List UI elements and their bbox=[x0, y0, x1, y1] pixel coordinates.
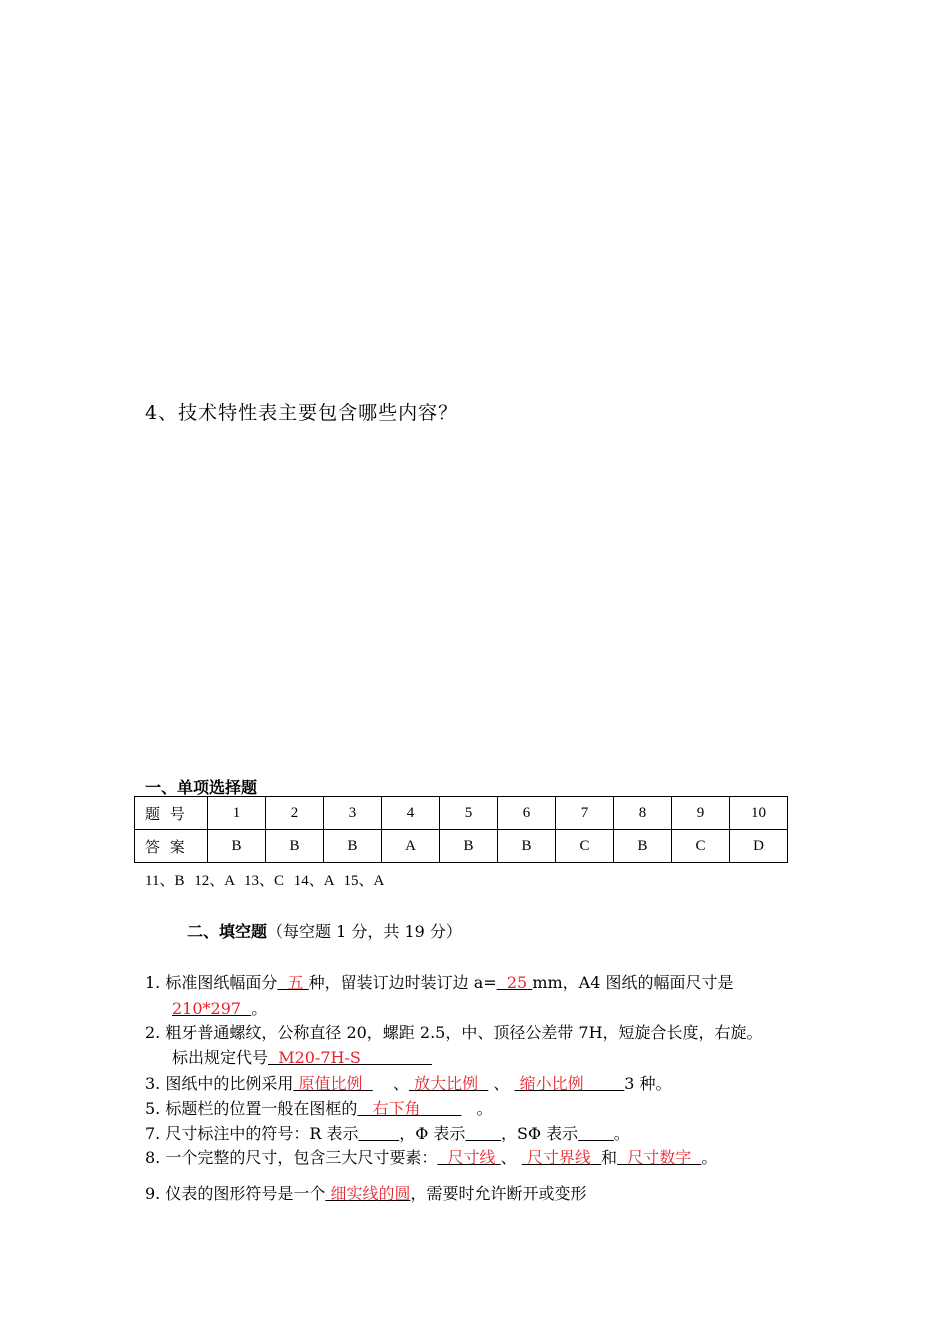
extra-answers: 11、B 12、A 13、C 14、A 15、A bbox=[145, 873, 385, 889]
table-cell: A bbox=[382, 830, 440, 863]
table-cell: 8 bbox=[614, 797, 672, 830]
section-2-title: 二、填空题（每空题 1 分，共 19 分） bbox=[187, 922, 462, 941]
table-row bbox=[135, 830, 788, 863]
table-cell: C bbox=[556, 830, 614, 863]
answer-blank: 右下角 bbox=[372, 1099, 421, 1118]
table-cell: B bbox=[498, 830, 556, 863]
answer-blank: 原值比例 bbox=[298, 1074, 363, 1093]
fill-line-1b: 210*297 。 bbox=[172, 999, 268, 1018]
table-cell: 6 bbox=[498, 797, 556, 830]
answer-table bbox=[134, 796, 788, 863]
section-1-title: 一、单项选择题 bbox=[145, 778, 258, 797]
table-cell: 4 bbox=[382, 797, 440, 830]
table-cell: 10 bbox=[730, 797, 788, 830]
fill-line-8: 8. 一个完整的尺寸，包含三大尺寸要素： 尺寸线 、 尺寸界线 和 尺寸数字 。 bbox=[145, 1148, 718, 1167]
table-cell: B bbox=[208, 830, 266, 863]
answer-blank bbox=[578, 1124, 614, 1143]
question-4: 4、技术特性表主要包含哪些内容？ bbox=[145, 402, 459, 424]
table-cell: 9 bbox=[672, 797, 730, 830]
answer-blank: 缩小比例 bbox=[519, 1074, 584, 1093]
answer-blank bbox=[465, 1124, 501, 1143]
table-cell: C bbox=[672, 830, 730, 863]
table-cell: 3 bbox=[324, 797, 382, 830]
table-cell: B bbox=[614, 830, 672, 863]
table-cell: 7 bbox=[556, 797, 614, 830]
fill-line-2b: 标出规定代号 M20-7H-S bbox=[172, 1048, 361, 1067]
table-cell: 2 bbox=[266, 797, 324, 830]
fill-line-7: 7. 尺寸标注中的符号：R 表示 ，Φ 表示 ，SΦ 表示 。 bbox=[145, 1124, 630, 1143]
answer-blank bbox=[359, 1124, 400, 1143]
table-answer-label: 答 案 bbox=[135, 830, 208, 863]
table-row bbox=[135, 797, 788, 830]
table-cell: B bbox=[324, 830, 382, 863]
fill-line-9: 9. 仪表的图形符号是一个 细实线的圆，需要时允许断开或变形 bbox=[145, 1184, 587, 1203]
answer-blank: 五 bbox=[287, 973, 304, 992]
fill-line-3: 3. 图纸中的比例采用 原值比例 、 放大比例 、 缩小比例 3 种。 bbox=[145, 1074, 672, 1093]
fill-line-5: 5. 标题栏的位置一般在图框的 右下角 。 bbox=[145, 1099, 493, 1118]
table-cell: B bbox=[266, 830, 324, 863]
answer-blank: 210*297 bbox=[172, 999, 242, 1018]
fill-line-2: 2. 粗牙普通螺纹，公称直径 20，螺距 2.5，中、顶径公差带 7H，短旋合长度，右旋。 bbox=[145, 1023, 763, 1042]
table-cell: B bbox=[440, 830, 498, 863]
table-cell: 1 bbox=[208, 797, 266, 830]
table-cell: 5 bbox=[440, 797, 498, 830]
fill-line-1: 1. 标准图纸幅面分 五 种，留装订边时装订边 a= 25 mm，A4 图纸的幅面尺寸是 bbox=[145, 973, 734, 992]
answer-blank: 尺寸线 bbox=[447, 1148, 496, 1167]
answer-blank: 细实线的圆 bbox=[330, 1184, 411, 1203]
answer-blank: 25 bbox=[506, 973, 528, 992]
answer-blank: M20-7H-S bbox=[278, 1048, 361, 1067]
table-header-label: 题 号 bbox=[135, 797, 208, 830]
table-cell: D bbox=[730, 830, 788, 863]
answer-blank: 放大比例 bbox=[414, 1074, 479, 1093]
answer-blank: 尺寸数字 bbox=[627, 1148, 692, 1167]
answer-blank: 尺寸界线 bbox=[526, 1148, 591, 1167]
